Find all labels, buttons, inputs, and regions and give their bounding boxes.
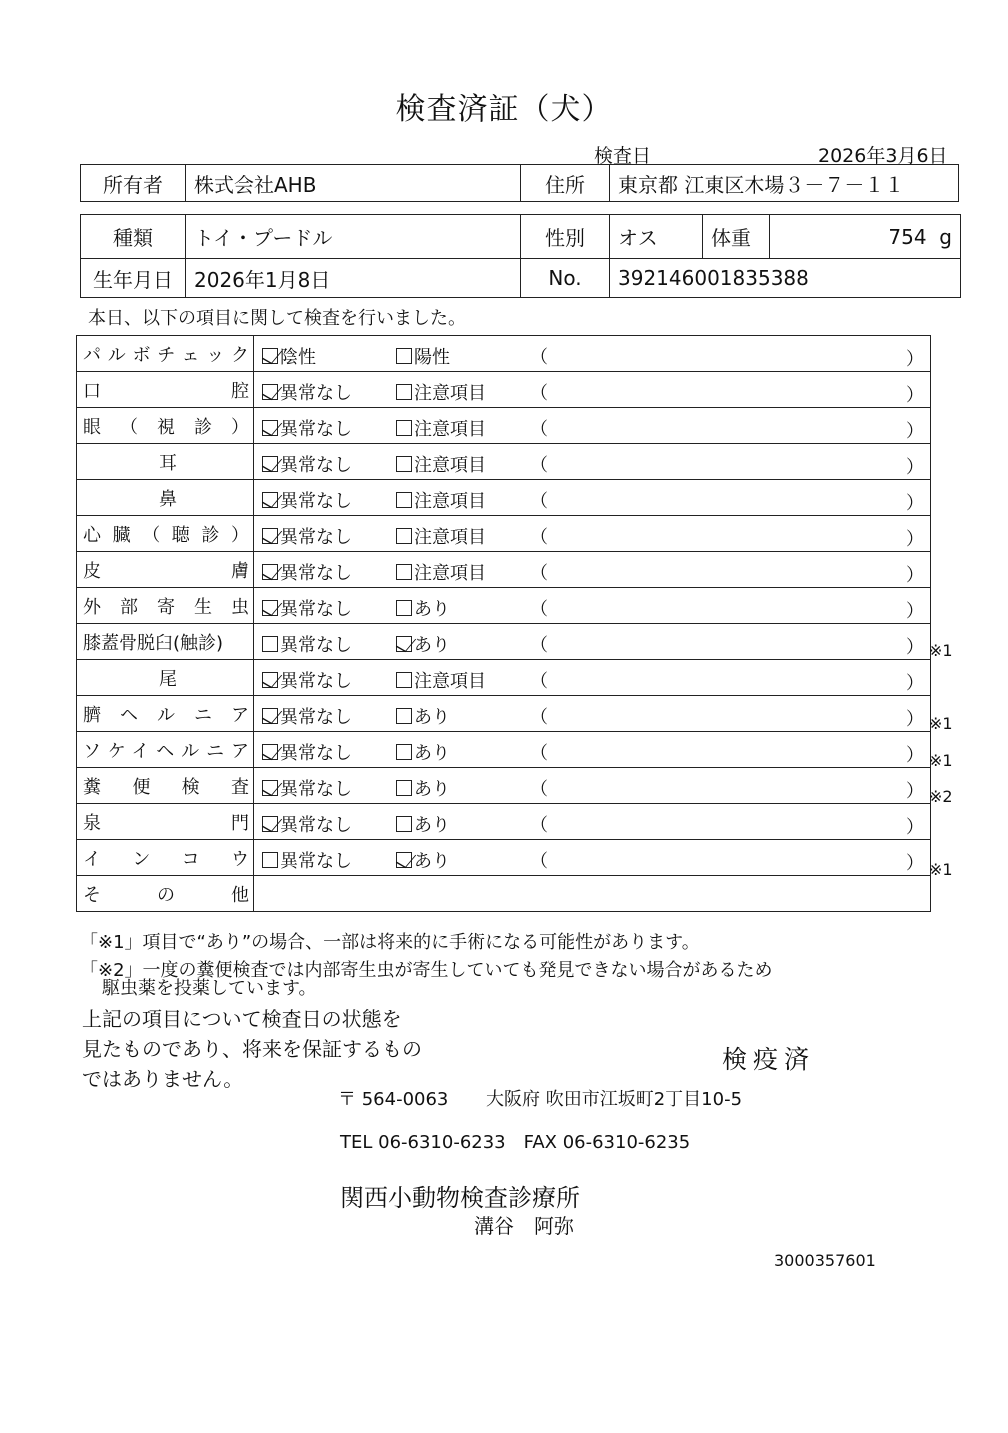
option-label: 異常なし <box>280 527 352 548</box>
item-result <box>254 588 931 624</box>
item-name: 口腔 <box>77 372 254 408</box>
weight-cell <box>770 215 961 259</box>
option-1[interactable] <box>262 487 352 513</box>
paren-open: （ <box>530 815 548 836</box>
disclaimer-line-3: ではありません。 <box>82 1067 244 1091</box>
option-1[interactable] <box>262 451 352 477</box>
item-name: 臍ヘルニア <box>77 696 254 732</box>
checkbox-icon[interactable] <box>396 744 412 760</box>
table-row-other <box>77 876 931 912</box>
exam-date-value: 2026年3月6日 <box>818 145 948 167</box>
option-1[interactable] <box>262 595 352 621</box>
sex-value: オス <box>610 215 703 259</box>
paren-open: （ <box>530 779 548 800</box>
clinic-name: 関西小動物検査診療所 <box>340 1184 580 1212</box>
owner-value: 株式会社AHB <box>186 165 521 202</box>
item-result <box>254 372 931 408</box>
table-row <box>77 660 931 696</box>
item-result <box>254 840 931 876</box>
option-label: 異常なし <box>280 779 352 800</box>
paren-open: （ <box>530 527 548 548</box>
clinic-address: 大阪府 吹田市江坂町2丁目10-5 <box>486 1089 743 1110</box>
option-label: 注意項目 <box>414 671 486 692</box>
option-1[interactable] <box>262 811 352 837</box>
other-field[interactable] <box>254 876 931 912</box>
table-row <box>77 696 931 732</box>
paren-close: ） <box>906 853 924 874</box>
option-label: 異常なし <box>280 635 352 656</box>
item-name: 皮膚 <box>77 552 254 588</box>
option-label: あり <box>414 815 450 836</box>
weight-label: 体重 <box>703 215 770 259</box>
item-name-other: その他 <box>77 876 254 912</box>
option-2[interactable] <box>396 595 450 621</box>
option-2[interactable] <box>396 775 450 801</box>
item-name: パルボチェック <box>77 336 254 372</box>
animal-table <box>80 214 961 298</box>
item-result <box>254 480 931 516</box>
paren-close: ） <box>906 493 924 514</box>
option-label: 異常なし <box>280 851 352 872</box>
option-label: 注意項目 <box>414 563 486 584</box>
address-label: 住所 <box>521 165 610 202</box>
paren-open: （ <box>530 635 548 656</box>
table-row <box>77 768 931 804</box>
note-2a: 「※2」一度の糞便検査では内部寄生虫が寄生していても発見できない場合があるため <box>80 960 773 981</box>
item-name: 心臓（聴診） <box>77 516 254 552</box>
option-label: 異常なし <box>280 671 352 692</box>
paren-close: ） <box>906 349 924 370</box>
paren-close: ） <box>906 709 924 730</box>
weight-unit: g <box>939 224 952 249</box>
checked-box-icon[interactable] <box>396 852 412 868</box>
option-label: 異常なし <box>280 563 352 584</box>
paren-close: ） <box>906 457 924 478</box>
checkbox-icon[interactable] <box>396 708 412 724</box>
option-1[interactable] <box>262 775 352 801</box>
table-row <box>77 372 931 408</box>
paren-open: （ <box>530 455 548 476</box>
option-label: 陰性 <box>280 347 316 368</box>
note-2b: 駆虫薬を投薬しています。 <box>102 978 317 999</box>
clinic-person: 溝谷 阿弥 <box>474 1214 574 1238</box>
number-value: 392146001835388 <box>610 259 961 298</box>
intro-text: 本日、以下の項目に関して検査を行いました。 <box>88 308 466 329</box>
checkbox-icon[interactable] <box>396 420 412 436</box>
option-2[interactable] <box>396 343 450 369</box>
breed-label: 種類 <box>81 215 186 259</box>
item-name: 眼（視診） <box>77 408 254 444</box>
clinic-contact: TEL 06-6310-6233 FAX 06-6310-6235 <box>340 1132 691 1153</box>
checkbox-icon[interactable] <box>396 528 412 544</box>
table-row <box>77 552 931 588</box>
item-name: 外部寄生虫 <box>77 588 254 624</box>
paren-open: （ <box>530 707 548 728</box>
table-row <box>77 804 931 840</box>
paren-open: （ <box>530 491 548 512</box>
checked-box-icon[interactable] <box>262 744 278 760</box>
option-label: 注意項目 <box>414 491 486 512</box>
birth-label: 生年月日 <box>81 259 186 298</box>
item-name: 尾 <box>77 660 254 696</box>
paren-close: ） <box>906 565 924 586</box>
item-result <box>254 552 931 588</box>
clinic-postal: 〒 564-0063 <box>338 1089 449 1110</box>
table-row <box>77 624 931 660</box>
option-2[interactable] <box>396 379 486 405</box>
paren-close: ） <box>906 637 924 658</box>
item-name: 膝蓋骨脱臼(触診) <box>77 624 254 660</box>
address-value: 東京都 江東区木場３－７－１１ <box>610 165 959 202</box>
paren-open: （ <box>530 383 548 404</box>
note-mark: ※1 <box>929 640 953 660</box>
paren-open: （ <box>530 743 548 764</box>
table-row <box>77 588 931 624</box>
document-title: 検査済証（犬） <box>395 92 613 127</box>
disclaimer-line-2: 見たものであり、将来を保証するもの <box>82 1037 422 1061</box>
paren-open: （ <box>530 419 548 440</box>
option-1[interactable] <box>262 847 352 873</box>
checkbox-icon[interactable] <box>396 672 412 688</box>
option-1[interactable] <box>262 343 316 369</box>
table-row <box>77 408 931 444</box>
checked-box-icon[interactable] <box>262 492 278 508</box>
note-mark: ※2 <box>929 787 953 807</box>
checkbox-icon[interactable] <box>396 816 412 832</box>
option-label: 異常なし <box>280 455 352 476</box>
exam-date-label: 検査日 <box>594 145 652 167</box>
sex-label: 性別 <box>521 215 610 259</box>
paren-close: ） <box>906 745 924 766</box>
option-label: 異常なし <box>280 815 352 836</box>
item-name: インコウ <box>77 840 254 876</box>
checkbox-icon[interactable] <box>396 384 412 400</box>
checkbox-icon[interactable] <box>262 852 278 868</box>
option-label: 異常なし <box>280 383 352 404</box>
checked-box-icon[interactable] <box>262 672 278 688</box>
option-label: 陽性 <box>414 347 450 368</box>
birth-value: 2026年1月8日 <box>186 259 521 298</box>
checked-box-icon[interactable] <box>262 816 278 832</box>
document-id: 3000357601 <box>774 1251 876 1270</box>
item-result <box>254 444 931 480</box>
checked-box-icon[interactable] <box>262 384 278 400</box>
option-label: 異常なし <box>280 419 352 440</box>
option-1[interactable] <box>262 631 352 657</box>
checkbox-icon[interactable] <box>396 348 412 364</box>
note-1: 「※1」項目で“あり”の場合、一部は将来的に手術になる可能性があります。 <box>80 932 700 953</box>
option-label: 異常なし <box>280 599 352 620</box>
checked-box-icon[interactable] <box>262 528 278 544</box>
owner-label: 所有者 <box>81 165 186 202</box>
option-1[interactable] <box>262 559 352 585</box>
note-mark: ※1 <box>929 750 953 770</box>
item-name: 糞便検査 <box>77 768 254 804</box>
option-1[interactable] <box>262 739 352 765</box>
checked-box-icon[interactable] <box>262 708 278 724</box>
option-2[interactable] <box>396 559 486 585</box>
table-row <box>77 336 931 372</box>
option-label: 注意項目 <box>414 527 486 548</box>
option-2[interactable] <box>396 523 486 549</box>
table-row <box>77 444 931 480</box>
paren-close: ） <box>906 673 924 694</box>
note-mark: ※1 <box>929 714 953 733</box>
quarantine-stamp: 検疫済 <box>722 1045 816 1074</box>
table-row <box>77 480 931 516</box>
number-label: No. <box>521 259 610 298</box>
paren-open: （ <box>530 599 548 620</box>
paren-open: （ <box>530 671 548 692</box>
item-result <box>254 804 931 840</box>
checkbox-icon[interactable] <box>396 780 412 796</box>
paren-close: ） <box>906 421 924 442</box>
option-2[interactable] <box>396 667 486 693</box>
option-1[interactable] <box>262 523 352 549</box>
item-result <box>254 660 931 696</box>
option-1[interactable] <box>262 415 352 441</box>
option-2[interactable] <box>396 811 450 837</box>
option-2[interactable] <box>396 415 486 441</box>
note-mark: ※1 <box>929 860 953 880</box>
item-result <box>254 696 931 732</box>
owner-table <box>80 164 959 202</box>
table-row <box>77 840 931 876</box>
paren-close: ） <box>906 385 924 406</box>
item-result <box>254 624 931 660</box>
option-label: あり <box>414 635 450 656</box>
item-result <box>254 768 931 804</box>
paren-close: ） <box>906 781 924 802</box>
item-name: 泉門 <box>77 804 254 840</box>
option-label: あり <box>414 851 450 872</box>
option-2[interactable] <box>396 631 450 657</box>
breed-value: トイ・プードル <box>186 215 521 259</box>
checked-box-icon[interactable] <box>262 780 278 796</box>
option-label: 注意項目 <box>414 383 486 404</box>
checked-box-icon[interactable] <box>262 456 278 472</box>
option-2[interactable] <box>396 847 450 873</box>
paren-open: （ <box>530 851 548 872</box>
item-result <box>254 732 931 768</box>
option-label: あり <box>414 743 450 764</box>
paren-open: （ <box>530 563 548 584</box>
checked-box-icon[interactable] <box>262 348 278 364</box>
checked-box-icon[interactable] <box>262 420 278 436</box>
checkbox-icon[interactable] <box>396 456 412 472</box>
option-label: 異常なし <box>280 743 352 764</box>
item-name: 鼻 <box>77 480 254 516</box>
option-label: 注意項目 <box>414 419 486 440</box>
checked-box-icon[interactable] <box>262 600 278 616</box>
paren-open: （ <box>530 347 548 368</box>
option-2[interactable] <box>396 739 450 765</box>
item-name: ソケイヘルニア <box>77 732 254 768</box>
item-result <box>254 408 931 444</box>
option-label: 異常なし <box>280 707 352 728</box>
option-label: あり <box>414 707 450 728</box>
option-label: 異常なし <box>280 491 352 512</box>
option-2[interactable] <box>396 703 450 729</box>
option-1[interactable] <box>262 379 352 405</box>
checkbox-icon[interactable] <box>396 600 412 616</box>
option-label: あり <box>414 599 450 620</box>
option-2[interactable] <box>396 487 486 513</box>
option-label: 注意項目 <box>414 455 486 476</box>
paren-close: ） <box>906 529 924 550</box>
item-result <box>254 336 931 372</box>
table-row <box>77 732 931 768</box>
option-1[interactable] <box>262 667 352 693</box>
paren-close: ） <box>906 601 924 622</box>
item-name: 耳 <box>77 444 254 480</box>
weight-value: 754 <box>888 224 927 249</box>
paren-close: ） <box>906 817 924 838</box>
disclaimer <box>82 1004 422 1094</box>
checkbox-icon[interactable] <box>396 492 412 508</box>
checkbox-icon[interactable] <box>262 636 278 652</box>
disclaimer-line-1: 上記の項目について検査日の状態を <box>82 1007 402 1031</box>
checked-box-icon[interactable] <box>396 636 412 652</box>
option-label: あり <box>414 779 450 800</box>
option-1[interactable] <box>262 703 352 729</box>
option-2[interactable] <box>396 451 486 477</box>
table-row <box>77 516 931 552</box>
checked-box-icon[interactable] <box>262 564 278 580</box>
inspection-table <box>76 335 931 912</box>
item-result <box>254 516 931 552</box>
checkbox-icon[interactable] <box>396 564 412 580</box>
